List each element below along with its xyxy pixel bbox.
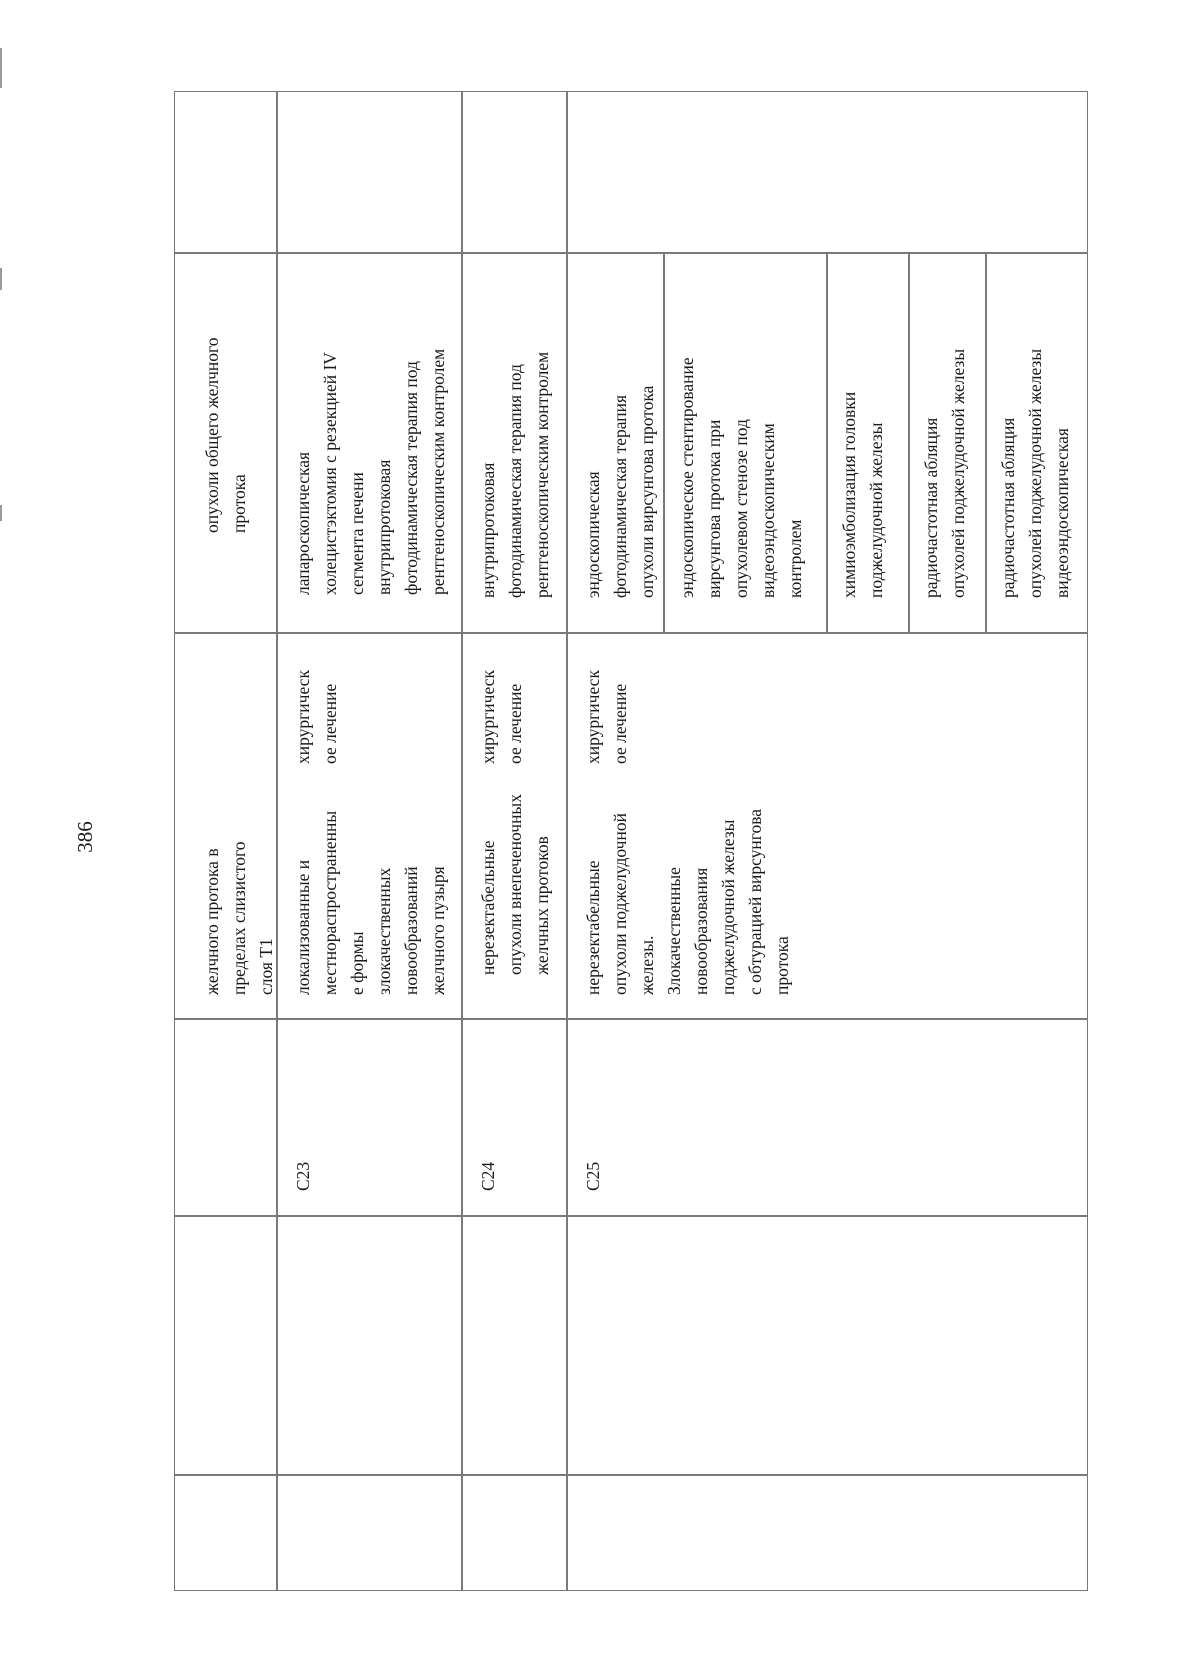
row3-method: внутрипротоковая фотодинамическая терапия под рентгеноскопическим контролем [478,351,552,598]
scan-edge-mark [0,48,2,88]
row4-code: C25 [583,1161,603,1191]
column-divider [174,632,1088,634]
row4-method-4: радиочастотная абляция опухолей поджелудочной железы [921,348,968,598]
method-divider [985,252,987,632]
scan-edge-mark [0,268,2,290]
row4-method-3: химиоэмболизация головки поджелудочной железы [839,391,886,598]
column-divider [174,1474,1088,1476]
column-divider [174,1215,1088,1217]
column-divider [174,252,1088,254]
row4-diagnosis: нерезектабельные опухоли поджелудочной железы. Злокачественные новообразования поджелудочной железы с обтурацией вирсунгова протока [583,808,792,995]
row4-treatment-type: хирургическ ое лечение [583,670,630,764]
method-divider [663,252,665,632]
scan-edge-mark [0,505,2,521]
row3-code: C24 [478,1161,498,1191]
column-divider [174,1018,1088,1020]
row-divider [461,91,463,1591]
method-divider [908,252,910,632]
row4-method-5: радиочастотная абляция опухолей поджелудочной железы видеоэндоскопическая [998,348,1072,598]
row-divider [566,91,568,1591]
row2-treatment-type: хирургическ ое лечение [293,670,340,764]
row4-method-2: эндоскопическое стентирование вирсунгова протока при опухолевом стенозе под видеоэндоскопическим контролем [677,357,805,598]
row2-code: C23 [293,1161,313,1191]
row3-diagnosis: нерезектабельные опухоли внепеченочных желчных протоков [478,794,552,975]
row1-method: опухоли общего желчного протока [202,337,249,533]
row2-diagnosis: локализованные и местнораспространенны е формы злокачественных новообразований желчного пузыря [293,810,448,995]
row4-method-1: эндоскопическая фотодинамическая терапия опухоли вирсунгова протока [583,385,657,598]
method-divider [826,252,828,632]
page-number: 386 [73,821,97,853]
row1-diagnosis: желчного протока в пределах слизистого слоя Т1 [202,841,276,995]
row2-method: лапароскопическая холецистэктомия с резекцией IV сегмента печени внутрипротоковая фотодинамическая терапия под рентгеноскопическим контролем [293,348,448,595]
row3-treatment-type: хирургическ ое лечение [478,670,525,764]
